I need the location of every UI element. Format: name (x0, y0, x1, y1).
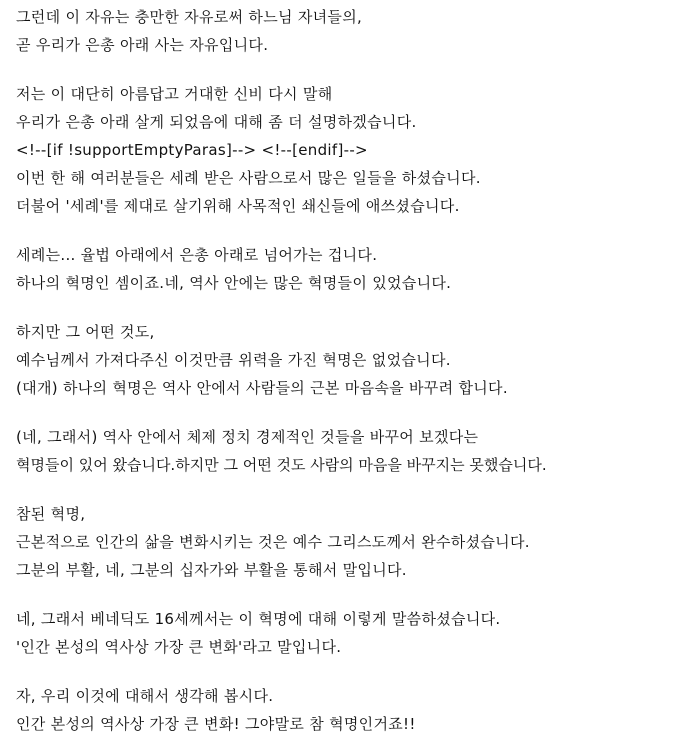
text-line: 예수님께서 가져다주신 이것만큼 위력을 가진 혁명은 없었습니다. (16, 351, 451, 369)
text-line: <!--[if !supportEmptyParas]--> <!--[endif]--> (16, 141, 368, 159)
text-line: 근본적으로 인간의 삶을 변화시키는 것은 예수 그리스도께서 완수하셨습니다. (16, 533, 530, 551)
text-line: 인간 본성의 역사상 가장 큰 변화! 그야말로 참 혁명인거죠!! (16, 715, 416, 733)
text-line: 자, 우리 이것에 대해서 생각해 봅시다. (16, 687, 274, 705)
text-line: 이번 한 해 여러분들은 세례 받은 사람으로서 많은 일들을 하셨습니다. (16, 169, 481, 187)
text-line: 혁명들이 있어 왔습니다.하지만 그 어떤 것도 사람의 마음을 바꾸지는 못했습니다. (16, 456, 547, 474)
text-line: 네, 그래서 베네딕도 16세께서는 이 혁명에 대해 이렇게 말씀하셨습니다. (16, 610, 501, 628)
text-line: 저는 이 대단히 아름답고 거대한 신비 다시 말해 (16, 85, 333, 103)
text-line: 그런데 이 자유는 충만한 자유로써 하느님 자녀들의, (16, 8, 363, 26)
text-line: 그분의 부활, 네, 그분의 십자가와 부활을 통해서 말입니다. (16, 561, 407, 579)
text-line: 우리가 은총 아래 살게 되었음에 대해 좀 더 설명하겠습니다. (16, 113, 417, 131)
text-line: 더불어 '세례'를 제대로 살기위해 사목적인 쇄신들에 애쓰셨습니다. (16, 197, 460, 215)
text-line: 곧 우리가 은총 아래 사는 자유입니다. (16, 36, 269, 54)
text-line: 세례는... 율법 아래에서 은총 아래로 넘어가는 겁니다. (16, 246, 378, 264)
text-line: 하지만 그 어떤 것도, (16, 323, 155, 341)
text-line: 참된 혁명, (16, 505, 86, 523)
text-line: (네, 그래서) 역사 안에서 체제 정치 경제적인 것들을 바꾸어 보겠다는 (16, 428, 479, 446)
text-line: (대개) 하나의 혁명은 역사 안에서 사람들의 근본 마음속을 바꾸려 합니다. (16, 379, 508, 397)
text-line: 하나의 혁명인 셈이죠.네, 역사 안에는 많은 혁명들이 있었습니다. (16, 274, 452, 292)
text-line: '인간 본성의 역사상 가장 큰 변화'라고 말입니다. (16, 638, 342, 656)
